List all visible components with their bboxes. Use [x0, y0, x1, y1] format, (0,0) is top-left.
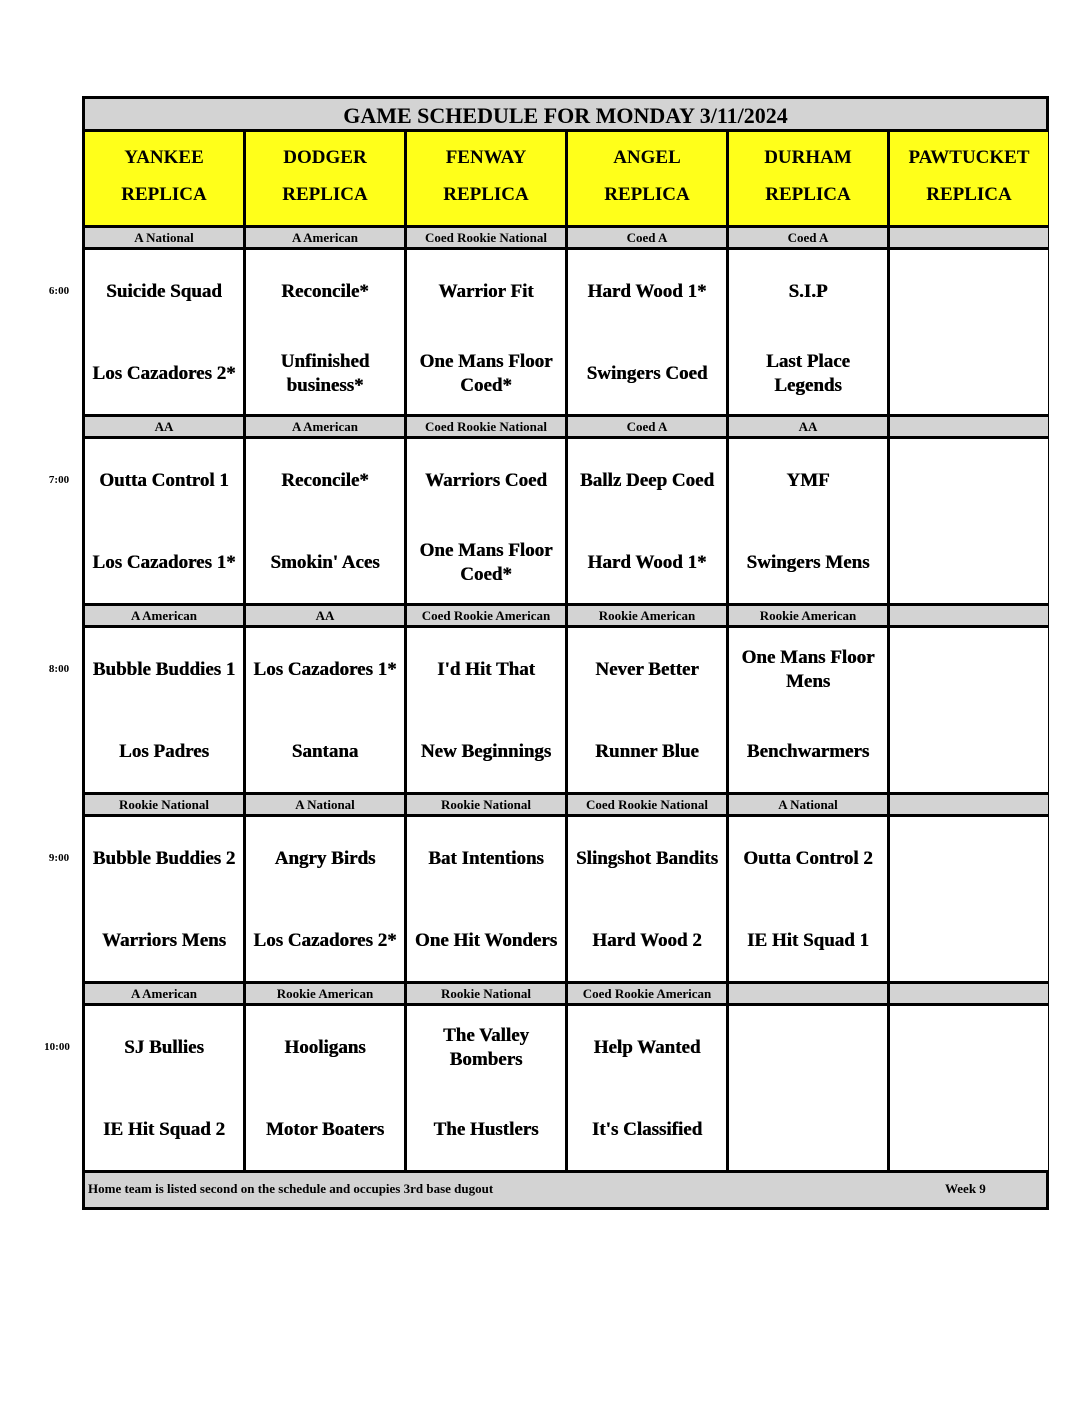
game-cell	[729, 817, 890, 984]
division-label	[729, 984, 890, 1006]
division-label	[890, 606, 1048, 628]
division-label: Rookie American	[729, 606, 890, 628]
game-cell	[890, 628, 1048, 795]
game-cell	[729, 439, 890, 606]
division-label: A National	[85, 228, 246, 250]
home-team: Santana	[291, 741, 359, 762]
away-team: One Mans Floor Mens	[741, 647, 875, 692]
game-cell	[85, 817, 246, 984]
home-team: Hard Wood 1*	[587, 552, 707, 573]
field-subtitle: REPLICA	[282, 184, 368, 205]
away-team: Reconcile*	[281, 470, 369, 491]
division-label: Rookie American	[246, 984, 407, 1006]
game-cell	[729, 628, 890, 795]
division-label	[890, 795, 1048, 817]
away-team: Bubble Buddies 1	[92, 659, 236, 680]
home-team: The Hustlers	[433, 1119, 539, 1140]
time-label: 9:00	[48, 852, 70, 864]
away-team	[890, 264, 1048, 320]
away-team: Bubble Buddies 2	[92, 848, 236, 869]
game-cell	[729, 250, 890, 417]
field-header	[568, 132, 729, 228]
field-subtitle: REPLICA	[121, 184, 207, 205]
division-label: Coed Rookie American	[407, 606, 568, 628]
home-team	[729, 1102, 887, 1158]
away-team: Never Better	[595, 659, 699, 680]
home-team: Unfinished business*	[280, 351, 370, 396]
away-team: Los Cazadores 1*	[253, 659, 397, 680]
home-team	[890, 346, 1048, 402]
game-cell	[890, 439, 1048, 606]
home-team: Hard Wood 2	[592, 930, 702, 951]
away-team: Ballz Deep Coed	[579, 470, 715, 491]
division-label: Rookie American	[568, 606, 729, 628]
away-team: Warriors Coed	[425, 470, 547, 491]
game-cell	[407, 439, 568, 606]
game-cell	[407, 1006, 568, 1173]
game-cell	[85, 250, 246, 417]
field-header	[246, 132, 407, 228]
away-team: Bat Intentions	[428, 848, 544, 869]
home-team: Swingers Coed	[586, 363, 708, 384]
game-cell	[568, 628, 729, 795]
field-header	[890, 132, 1048, 228]
game-cell	[246, 628, 407, 795]
division-label: A National	[246, 795, 407, 817]
away-team	[890, 1020, 1048, 1076]
game-cell	[407, 250, 568, 417]
division-label	[890, 228, 1048, 250]
division-label: A National	[729, 795, 890, 817]
home-team: It's Classified	[591, 1119, 703, 1140]
game-cell	[568, 817, 729, 984]
game-cell	[890, 250, 1048, 417]
schedule-footer	[85, 1173, 1046, 1207]
away-team: Reconcile*	[281, 281, 369, 302]
home-team: Smokin' Aces	[270, 552, 380, 573]
division-label: Coed A	[729, 228, 890, 250]
division-label: A American	[85, 984, 246, 1006]
game-cell	[85, 439, 246, 606]
field-subtitle: REPLICA	[765, 184, 851, 205]
away-team: Outta Control 1	[99, 470, 229, 491]
away-team: YMF	[786, 470, 830, 491]
away-team: Warrior Fit	[438, 281, 534, 302]
away-team: SJ Bullies	[124, 1037, 204, 1058]
division-label: Coed Rookie National	[407, 417, 568, 439]
field-header	[407, 132, 568, 228]
footer-note: Home team is listed second on the schedule and occupies 3rd base dugout	[88, 1181, 494, 1196]
time-label: 10:00	[44, 1041, 70, 1053]
game-cell	[246, 817, 407, 984]
field-name: DURHAM	[764, 147, 852, 168]
game-cell	[568, 250, 729, 417]
game-cell	[568, 1006, 729, 1173]
division-label	[890, 984, 1048, 1006]
game-cell	[246, 1006, 407, 1173]
field-subtitle: REPLICA	[443, 184, 529, 205]
away-team: S.I.P	[788, 281, 828, 302]
division-label: Rookie National	[407, 795, 568, 817]
field-header	[85, 132, 246, 228]
home-team: Los Cazadores 1*	[92, 552, 236, 573]
game-cell	[85, 628, 246, 795]
field-header	[729, 132, 890, 228]
away-team: Slingshot Bandits	[575, 848, 719, 869]
division-label: A American	[246, 417, 407, 439]
division-label: Coed Rookie National	[568, 795, 729, 817]
game-cell	[407, 628, 568, 795]
home-team: New Beginnings	[420, 741, 552, 762]
field-name: DODGER	[283, 147, 367, 168]
home-team	[890, 535, 1048, 591]
game-cell	[85, 1006, 246, 1173]
field-name: FENWAY	[445, 147, 527, 168]
home-team: IE Hit Squad 2	[103, 1119, 225, 1140]
away-team	[729, 1020, 887, 1076]
game-cell	[568, 439, 729, 606]
time-label: 7:00	[48, 474, 70, 486]
division-label: Coed A	[568, 228, 729, 250]
home-team: Runner Blue	[595, 741, 699, 762]
away-team: Angry Birds	[274, 848, 376, 869]
home-team	[890, 1102, 1048, 1158]
time-label: 6:00	[48, 285, 70, 297]
division-label: AA	[85, 417, 246, 439]
home-team: One Mans Floor Coed*	[419, 351, 553, 396]
away-team: Hooligans	[284, 1037, 366, 1058]
home-team: One Hit Wonders	[414, 930, 558, 951]
game-cell	[246, 439, 407, 606]
game-cell	[407, 817, 568, 984]
away-team	[890, 453, 1048, 509]
home-team: Benchwarmers	[746, 741, 870, 762]
division-label: Coed A	[568, 417, 729, 439]
away-team: I'd Hit That	[437, 659, 535, 680]
field-name: YANKEE	[124, 147, 204, 168]
home-team: Los Padres	[119, 741, 209, 762]
field-subtitle: REPLICA	[926, 184, 1012, 205]
home-team: Los Cazadores 2*	[253, 930, 397, 951]
home-team: IE Hit Squad 1	[747, 930, 869, 951]
division-label: Rookie National	[85, 795, 246, 817]
away-team: Suicide Squad	[106, 281, 222, 302]
home-team: Motor Boaters	[265, 1119, 385, 1140]
division-label: AA	[729, 417, 890, 439]
field-subtitle: REPLICA	[604, 184, 690, 205]
time-label: 8:00	[48, 663, 70, 675]
schedule-title: GAME SCHEDULE FOR MONDAY 3/11/2024	[85, 99, 1046, 132]
game-cell	[890, 1006, 1048, 1173]
away-team	[890, 831, 1048, 887]
division-label: Coed Rookie American	[568, 984, 729, 1006]
away-team: Hard Wood 1*	[587, 281, 707, 302]
schedule-table	[82, 96, 1049, 1210]
division-label: A American	[246, 228, 407, 250]
home-team	[890, 913, 1048, 969]
division-label: A American	[85, 606, 246, 628]
division-label: AA	[246, 606, 407, 628]
home-team: Last Place Legends	[766, 351, 850, 396]
week-label: Week 9	[945, 1181, 986, 1196]
division-label: Rookie National	[407, 984, 568, 1006]
away-team: Outta Control 2	[743, 848, 873, 869]
home-team	[890, 724, 1048, 780]
away-team	[890, 642, 1048, 698]
game-cell	[729, 1006, 890, 1173]
home-team: Warriors Mens	[101, 930, 226, 951]
away-team: Help Wanted	[593, 1037, 701, 1058]
game-cell	[890, 817, 1048, 984]
field-name: ANGEL	[613, 147, 681, 168]
division-label	[890, 417, 1048, 439]
home-team: Los Cazadores 2*	[92, 363, 236, 384]
home-team: Swingers Mens	[746, 552, 870, 573]
division-label: Coed Rookie National	[407, 228, 568, 250]
game-cell	[246, 250, 407, 417]
field-name: PAWTUCKET	[908, 147, 1030, 168]
away-team: The Valley Bombers	[442, 1025, 530, 1070]
home-team: One Mans Floor Coed*	[419, 540, 553, 585]
